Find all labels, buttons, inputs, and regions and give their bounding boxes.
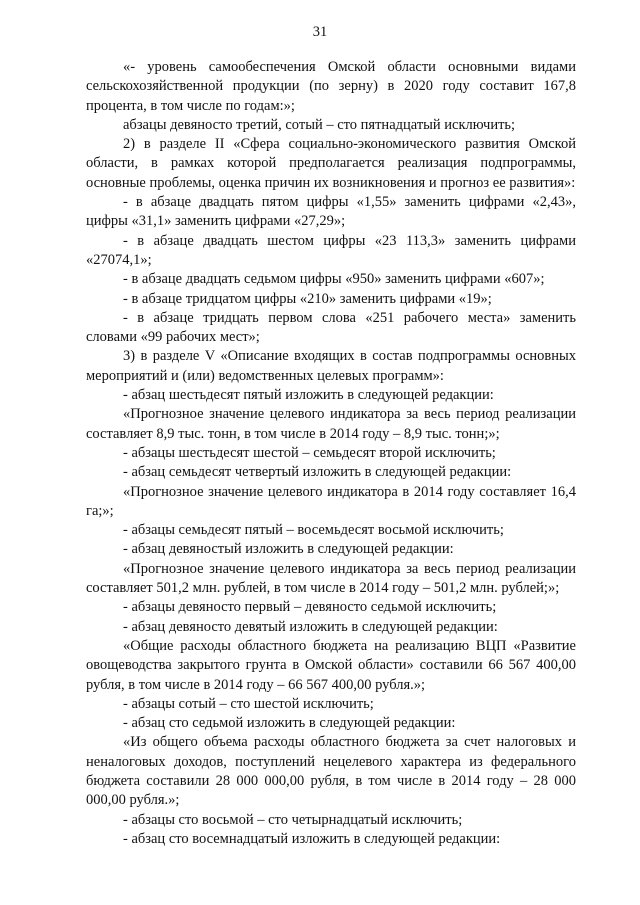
paragraph: - абзац девяностый изложить в следующей редакции: [123,541,454,558]
paragraph: - абзац шестьдесят пятый изложить в следующей редакции: [123,387,494,404]
document-body [86,58,576,849]
paragraph: - в абзаце двадцать седьмом цифры «950» заменить цифрами «607»; [123,271,545,288]
paragraph: - абзацы девяносто первый – девяносто седьмой исключить; [123,599,497,616]
paragraph: - абзацы шестьдесят шестой – семьдесят второй исключить; [123,444,496,461]
paragraph: - абзац сто восемнадцатый изложить в следующей редакции: [123,830,501,847]
paragraph: - абзацы сто восьмой – сто четырнадцатый исключить; [123,811,463,828]
paragraph: - в абзаце тридцатом цифры «210» заменить цифрами «19»; [123,290,492,307]
paragraph: «- уровень самообеспечения Омской области основными видами сельскохозяйственной продукции (по зерну) в 2020 году составит 167,8 процента, в том числе по годам:»; [86,59,576,114]
paragraph: абзацы девяносто третий, сотый – сто пятнадцатый исключить; [123,116,516,133]
paragraph: 3) в разделе V «Описание входящих в состав подпрограммы основных мероприятий и (или) ведомственных целевых программ»: [86,348,576,384]
paragraph: - в абзаце двадцать шестом цифры «23 113,3» заменить цифрами «27074,1»; [86,232,576,268]
paragraph: - абзац сто седьмой изложить в следующей редакции: [123,715,456,732]
paragraph: - абзацы семьдесят пятый – восемьдесят восьмой исключить; [123,522,504,539]
paragraph: - абзац семьдесят четвертый изложить в следующей редакции: [123,464,512,481]
paragraph: «Из общего объема расходы областного бюджета за счет налоговых и неналоговых доходов, поступлений нецелевого характера из федерального бюджета составили 28 000 000,00 рубля, в том числе в 2014 году – 28 000 000,00 рубля.»; [86,734,576,809]
paragraph: «Прогнозное значение целевого индикатора в 2014 году составляет 16,4 га;»; [86,483,576,519]
paragraph: 2) в разделе II «Сфера социально-экономического развития Омской области, в рамках которой предполагается реализация подпрограммы, основные проблемы, оценка причин их возникновения и прогноз ее развития»: [86,136,576,191]
paragraph: «Прогнозное значение целевого индикатора за весь период реализации составляет 8,9 тыс. тонн, в том числе в 2014 году – 8,9 тыс. тонн;»; [86,406,576,442]
paragraph: «Общие расходы областного бюджета на реализацию ВЦП «Развитие овощеводства закрытого грунта в Омской области» составили 66 567 400,00 рубля, в том числе в 2014 году – 66 567 400,00 рубля.»; [86,637,576,693]
paragraph: - в абзаце тридцать первом слова «251 рабочего места» заменить словами «99 рабочих мест»; [86,309,576,346]
paragraph: - в абзаце двадцать пятом цифры «1,55» заменить цифрами «2,43», цифры «31,1» заменить цифрами «27,29»; [86,194,576,230]
page-number: 31 [312,24,328,40]
paragraph: «Прогнозное значение целевого индикатора за весь период реализации составляет 501,2 млн. рублей, в том числе в 2014 году – 501,2 млн. рублей;»; [86,560,576,597]
paragraph: - абзацы сотый – сто шестой исключить; [123,695,374,712]
paragraph: - абзац девяносто девятый изложить в следующей редакции: [123,618,498,635]
